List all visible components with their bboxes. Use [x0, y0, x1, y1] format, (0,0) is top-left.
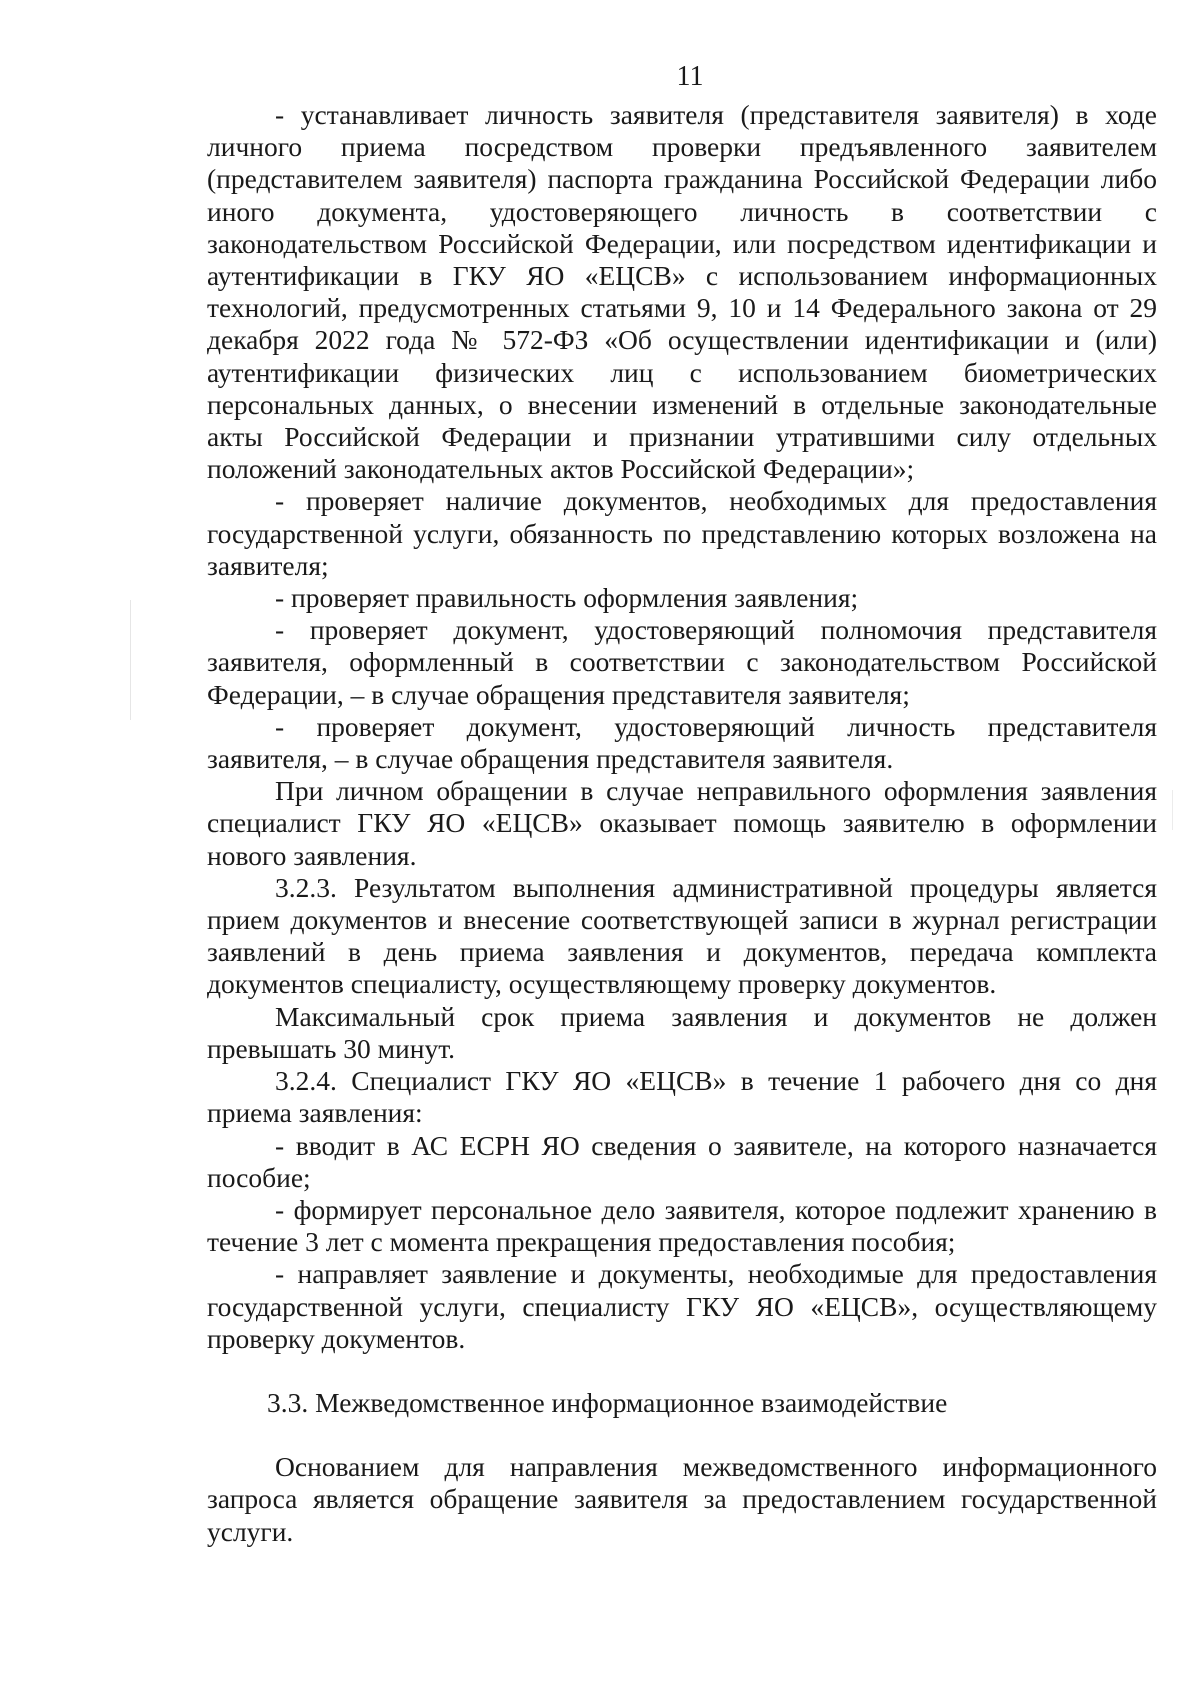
- paragraph-authority-check: - проверяет документ, удостоверяющий полномочия представителя заявителя, оформленный в соответствии с законодательством Российской Федерации, – в случае обращения представителя заявителя;: [207, 614, 1157, 710]
- section-heading-3-3: 3.3. Межведомственное информационное взаимодействие: [267, 1386, 948, 1418]
- paragraph-enter-data: - вводит в АС ЕСРН ЯО сведения о заявителе, на которого назначается пособие;: [207, 1129, 1157, 1193]
- page-number: 11: [676, 61, 704, 92]
- paragraph-3-2-3: 3.2.3. Результатом выполнения административной процедуры является прием документов и внесение соответствующей записи в журнал регистрации заявлений в день приема заявления и документов, передача комплекта документов специалисту, осуществляющему проверку документов.: [207, 871, 1157, 1000]
- paragraph-3-2-4: 3.2.4. Специалист ГКУ ЯО «ЕЦСВ» в течение 1 рабочего дня со дня приема заявления:: [207, 1065, 1157, 1129]
- paragraph-assistance: При личном обращении в случае неправильного оформления заявления специалист ГКУ ЯО «ЕЦСВ» оказывает помощь заявителю в оформлении нового заявления.: [207, 775, 1157, 871]
- paragraph-forward-documents: - направляет заявление и документы, необходимые для предоставления государственной услуги, специалисту ГКУ ЯО «ЕЦСВ», осуществляющему проверку документов.: [207, 1258, 1157, 1354]
- document-body: [207, 99, 1157, 1548]
- paragraph-identity-check: - устанавливает личность заявителя (представителя заявителя) в ходе личного приема посредством проверки предъявленного заявителем (представителем заявителя) паспорта гражданина Российской Федерации либо иного документа, удостоверяющего личность в соответствии с законодательством Российской Федерации, или посредством идентификации и аутентификации в ГКУ ЯО «ЕЦСВ» с использованием информационных технологий, предусмотренных статьями 9, 10 и 14 Федерального закона от 29 декабря 2022 года № 572-ФЗ «Об осуществлении идентификации и (или) аутентификации физических лиц с использованием биометрических персональных данных, о внесении изменений в отдельные законодательные акты Российской Федерации и признании утратившими силу отдельных положений законодательных актов Российской Федерации»;: [207, 99, 1157, 485]
- paragraph-personal-file: - формирует персональное дело заявителя, которое подлежит хранению в течение 3 лет с момента прекращения предоставления пособия;: [207, 1193, 1157, 1258]
- paragraph-max-time: Максимальный срок приема заявления и документов не должен превышать 30 минут.: [207, 1000, 1157, 1064]
- paragraph-interagency-basis: Основанием для направления межведомственного информационного запроса является обращение заявителя за предоставлением государственной услуги.: [207, 1451, 1157, 1547]
- paragraph-representative-identity: - проверяет документ, удостоверяющий личность представителя заявителя, – в случае обращения представителя заявителя.: [207, 710, 1157, 775]
- scan-artifact: [130, 600, 131, 720]
- scan-artifact: [1172, 790, 1173, 830]
- paragraph-documents-check: - проверяет наличие документов, необходимых для предоставления государственной услуги, обязанность по представлению которых возложена на заявителя;: [207, 485, 1157, 581]
- paragraph-application-check: - проверяет правильность оформления заявления;: [275, 582, 859, 614]
